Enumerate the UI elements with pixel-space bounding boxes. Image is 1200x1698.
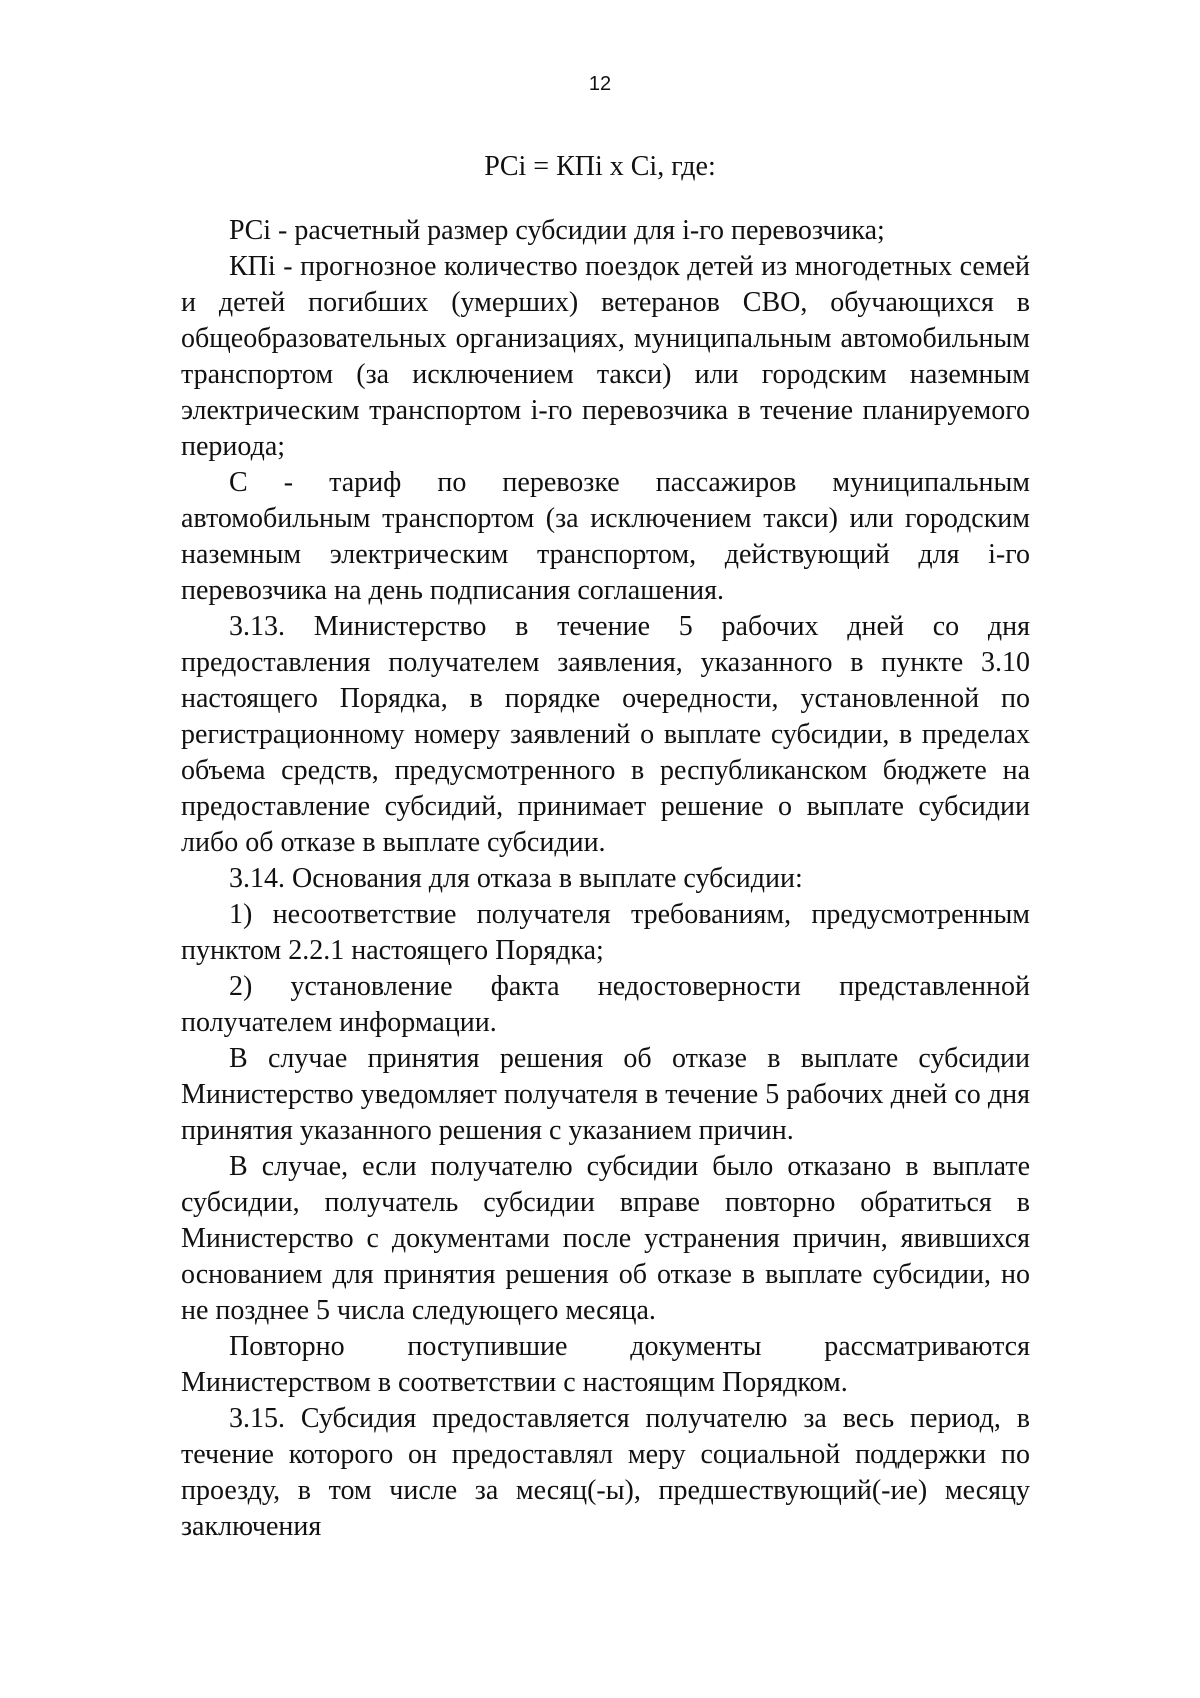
document-body [181,213,1030,1545]
paragraph-rci-definition: РCi - расчетный размер субсидии для i-го перевозчика; [229,215,885,246]
paragraph-resubmitted-documents: Повторно поступившие документы рассматриваются Министерством в соответствии с настоящим Порядком. [181,1331,1030,1398]
paragraph-refusal-notice: В случае принятия решения об отказе в выплате субсидии Министерство уведомляет получателя в течение 5 рабочих дней со дня принятия указанного решения с указанием причин. [181,1043,1030,1146]
paragraph-3-15: 3.15. Субсидия предоставляется получателю за весь период, в течение которого он предоставлял меру социальной поддержки по проезду, в том числе за месяц(-ы), предшествующий(-ие) месяцу заключения [181,1403,1030,1542]
paragraph-tariff-definition: С - тариф по перевозке пассажиров муниципальным автомобильным транспортом (за исключением такси) или городским наземным электрическим транспортом, действующий для i-го перевозчика на день подписания соглашения. [181,467,1030,606]
paragraph-3-13: 3.13. Министерство в течение 5 рабочих дней со дня предоставления получателем заявления, указанного в пункте 3.10 настоящего Порядка, в порядке очередности, установленной по регистрационному номеру заявлений о выплате субсидии, в пределах объема средств, предусмотренного в республиканском бюджете на предоставление субсидий, принимает решение о выплате субсидии либо об отказе в выплате субсидии. [181,611,1030,858]
subsidy-formula: РCi = КПi х Ci, где: [484,151,716,182]
paragraph-3-14-item-1: 1) несоответствие получателя требованиям, предусмотренным пунктом 2.2.1 настоящего Порядка; [181,899,1030,966]
paragraph-3-14-item-2: 2) установление факта недостоверности представленной получателем информации. [181,971,1030,1038]
page-number: 12 [588,73,612,95]
paragraph-kpi-definition: КПi - прогнозное количество поездок детей из многодетных семей и детей погибших (умерших) ветеранов СВО, обучающихся в общеобразовательных организациях, муниципальным автомобильным транспортом (за исключением такси) или городским наземным электрическим транспортом i-го перевозчика в течение планируемого периода; [181,251,1030,462]
paragraph-3-14: 3.14. Основания для отказа в выплате субсидии: [229,863,803,894]
paragraph-reapplication: В случае, если получателю субсидии было отказано в выплате субсидии, получатель субсидии вправе повторно обратиться в Министерство с документами после устранения причин, явившихся основанием для принятия решения об отказе в выплате субсидии, но не позднее 5 числа следующего месяца. [181,1151,1030,1326]
